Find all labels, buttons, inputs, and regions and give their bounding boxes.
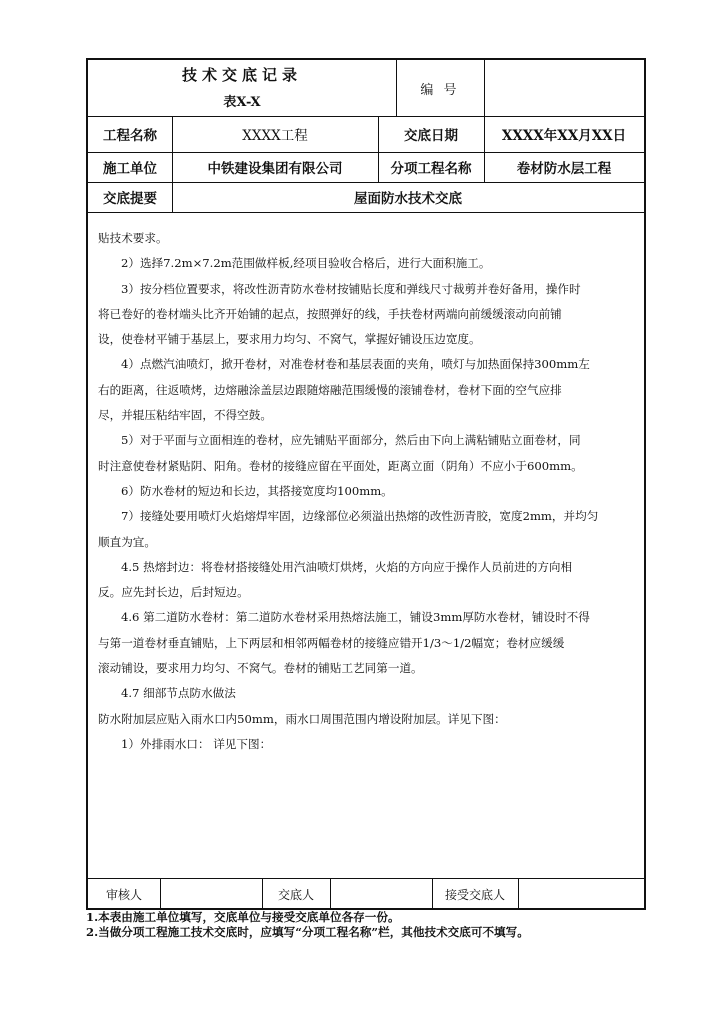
construction-unit-value: 中铁建设集团有限公司 xyxy=(207,161,343,177)
content-line: 尽，并辊压粘结牢固，不得空鼓。 xyxy=(98,408,272,423)
content-line: 1）外排雨水口： 详见下图： xyxy=(121,736,272,751)
receiver-signature-field[interactable] xyxy=(518,878,644,910)
content-line: 5）对于平面与立面相连的卷材，应先铺贴平面部分，然后由下向上满粘铺贴立面卷材，同 xyxy=(121,433,581,448)
footnote: 2.当做分项工程施工技术交底时，应填写“分项工程名称”栏，其他技术交底可不填写。 xyxy=(86,925,529,939)
content-line: 右的距离，往返喷烤，边熔融涂盖层边跟随熔融范围缓慢的滚铺卷材，卷材下面的空气应排 xyxy=(98,382,562,397)
content-line: 顺直为宜。 xyxy=(98,534,156,549)
content-line: 7）接缝处要用喷灯火焰熔焊牢固，边缘部位必须溢出热熔的改性沥青胶，宽度2mm，并均匀 xyxy=(121,509,599,524)
content-line: 4.5 热熔封边：将卷材搭接缝处用汽油喷灯烘烤，火焰的方向应于操作人员前进的方向相 xyxy=(121,559,573,574)
sub-project-value: 卷材防水层工程 xyxy=(516,161,612,177)
project-name-label: 工程名称 xyxy=(103,128,157,144)
reviewer-label: 审核人 xyxy=(105,887,142,902)
disclosure-form xyxy=(86,58,646,910)
content-line: 4）点燃汽油喷灯，掀开卷材，对准卷材卷和基层表面的夹角，喷灯与加热面保持300mm左 xyxy=(121,357,590,372)
content-line: 4.6 第二道防水卷材：第二道防水卷材采用热熔法施工，铺设3mm厚防水卷材，铺设时不得 xyxy=(121,610,590,625)
content-line: 贴技术要求。 xyxy=(98,231,168,245)
content-line: 反。应先封长边，后封短边。 xyxy=(98,585,249,600)
date-label: 交底日期 xyxy=(404,128,458,144)
discloser-label: 交底人 xyxy=(277,887,314,902)
footnote: 1.本表由施工单位填写，交底单位与接受交底单位各存一份。 xyxy=(86,910,400,924)
discloser-signature-field[interactable] xyxy=(330,878,432,910)
receiver-label: 接受交底人 xyxy=(444,887,505,902)
footnotes xyxy=(86,910,646,940)
content-line: 3）按分档位置要求，将改性沥青防水卷材按铺贴长度和弹线尺寸裁剪并卷好备用，操作时 xyxy=(121,281,581,296)
form-title: 技术交底记录 xyxy=(181,65,302,84)
content-line: 与第一道卷材垂直铺贴，上下两层和相邻两幅卷材的接缝应错开1/3～1/2幅宽；卷材应缓缓 xyxy=(98,635,565,650)
sub-project-label: 分项工程名称 xyxy=(390,161,472,177)
date-value: XXXX年XX月XX日 xyxy=(501,128,627,144)
number-field[interactable] xyxy=(484,60,644,116)
summary-value: 屋面防水技术交底 xyxy=(354,191,462,207)
divider xyxy=(88,212,644,213)
content-line: 时注意使卷材紧贴阴、阳角。卷材的接缝应留在平面处，距离立面（阴角）不应小于600mm。 xyxy=(98,458,583,473)
content-line: 6）防水卷材的短边和长边，其搭接宽度均100mm。 xyxy=(121,483,393,498)
content-line: 防水附加层应贴入雨水口内50mm，雨水口周围范围内增设附加层。详见下图： xyxy=(98,711,506,726)
content-line: 将已卷好的卷材端头比齐开始铺的起点，按照弹好的线，手扶卷材两端向前缓缓滚动向前铺 xyxy=(98,306,562,321)
reviewer-signature-field[interactable] xyxy=(160,878,262,910)
content-line: 2）选择7.2m×7.2m范围做样板,经项目验收合格后，进行大面积施工。 xyxy=(121,256,491,271)
number-label: 编 号 xyxy=(420,82,460,98)
disclosure-content xyxy=(98,226,634,757)
form-number: 表X-X xyxy=(223,94,261,110)
construction-unit-label: 施工单位 xyxy=(103,161,157,177)
content-line: 4.7 细部节点防水做法 xyxy=(121,686,236,701)
summary-label: 交底提要 xyxy=(103,191,157,207)
project-name-value: XXXX工程 xyxy=(242,128,308,144)
content-line: 滚动铺设，要求用力均匀、不窝气。卷材的铺贴工艺同第一道。 xyxy=(98,661,423,676)
content-line: 设，使卷材平铺于基层上，要求用力均匀、不窝气，掌握好铺设压边宽度。 xyxy=(98,332,481,347)
